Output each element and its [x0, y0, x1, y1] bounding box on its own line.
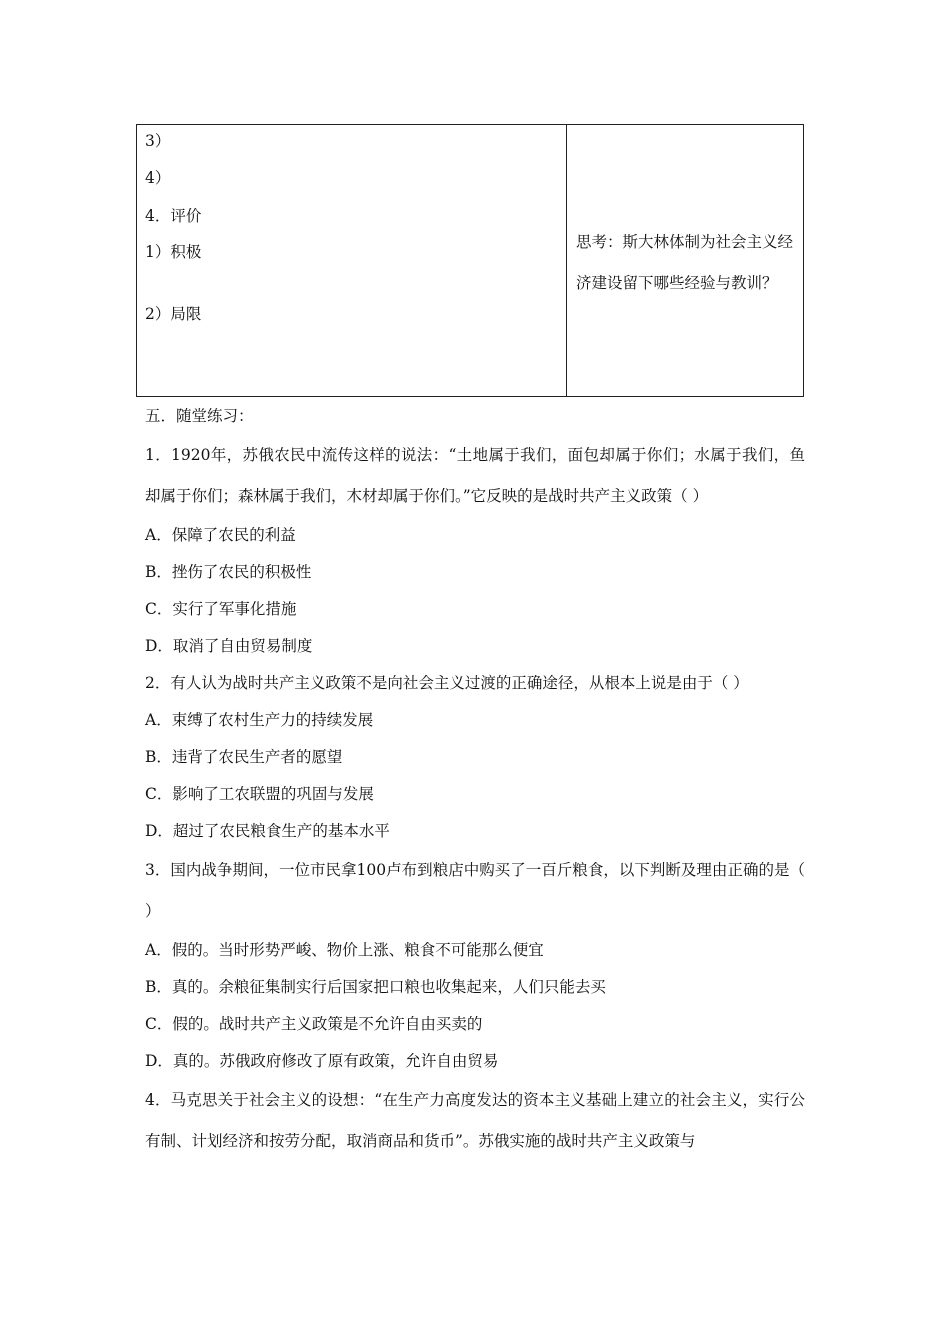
thinking-prompt: 思考：斯大林体制为社会主义经济建设留下哪些经验与教训？ — [576, 233, 794, 292]
table-line-4: 4） — [145, 169, 171, 187]
question-1-option-b: B．挫伤了农民的积极性 — [145, 563, 312, 581]
question-2-option-c: C．影响了工农联盟的巩固与发展 — [145, 785, 374, 803]
question-4-stem: 4．马克思关于社会主义的设想：“在生产力高度发达的资本主义基础上建立的社会主义，实行公有制、计划经济和按劳分配，取消商品和货币”。苏俄实施的战时共产主义政策与 — [145, 1091, 805, 1150]
section-title: 五．随堂练习： — [145, 407, 254, 425]
question-3-stem: 3．国内战争期间，一位市民拿100卢布到粮店中购买了一百斤粮食，以下判断及理由正确的是（ ） — [145, 861, 805, 920]
question-1-option-d: D．取消了自由贸易制度 — [145, 637, 313, 655]
question-3-option-c: C．假的。战时共产主义政策是不允许自由买卖的 — [145, 1015, 483, 1033]
question-1-stem: 1．1920年，苏俄农民中流传这样的说法：“土地属于我们，面包却属于你们；水属于我们，鱼却属于你们；森林属于我们，木材却属于你们。”它反映的是战时共产主义政策（ ） — [145, 446, 805, 505]
table-line-positive: 1）积极 — [145, 243, 202, 261]
question-1-option-c: C．实行了军事化措施 — [145, 600, 297, 618]
question-2-stem: 2．有人认为战时共产主义政策不是向社会主义过渡的正确途径，从根本上说是由于（ ） — [145, 674, 749, 692]
question-2-option-d: D．超过了农民粮食生产的基本水平 — [145, 822, 390, 840]
table-line-3: 3） — [145, 132, 171, 150]
question-3-option-d: D．真的。苏俄政府修改了原有政策，允许自由贸易 — [145, 1052, 499, 1070]
question-2-option-b: B．违背了农民生产者的愿望 — [145, 748, 343, 766]
table-line-limitation: 2）局限 — [145, 305, 202, 323]
worksheet-table — [136, 124, 804, 397]
question-1-option-a: A．保障了农民的利益 — [145, 526, 296, 544]
table-divider — [566, 125, 567, 396]
question-2-option-a: A．束缚了农村生产力的持续发展 — [145, 711, 374, 729]
table-line-evaluation: 4．评价 — [145, 207, 202, 225]
question-3-option-a: A．假的。当时形势严峻、物价上涨、粮食不可能那么便宜 — [145, 941, 544, 959]
practice-section — [145, 398, 805, 1162]
question-3-option-b: B．真的。余粮征集制实行后国家把口粮也收集起来，人们只能去买 — [145, 978, 606, 996]
